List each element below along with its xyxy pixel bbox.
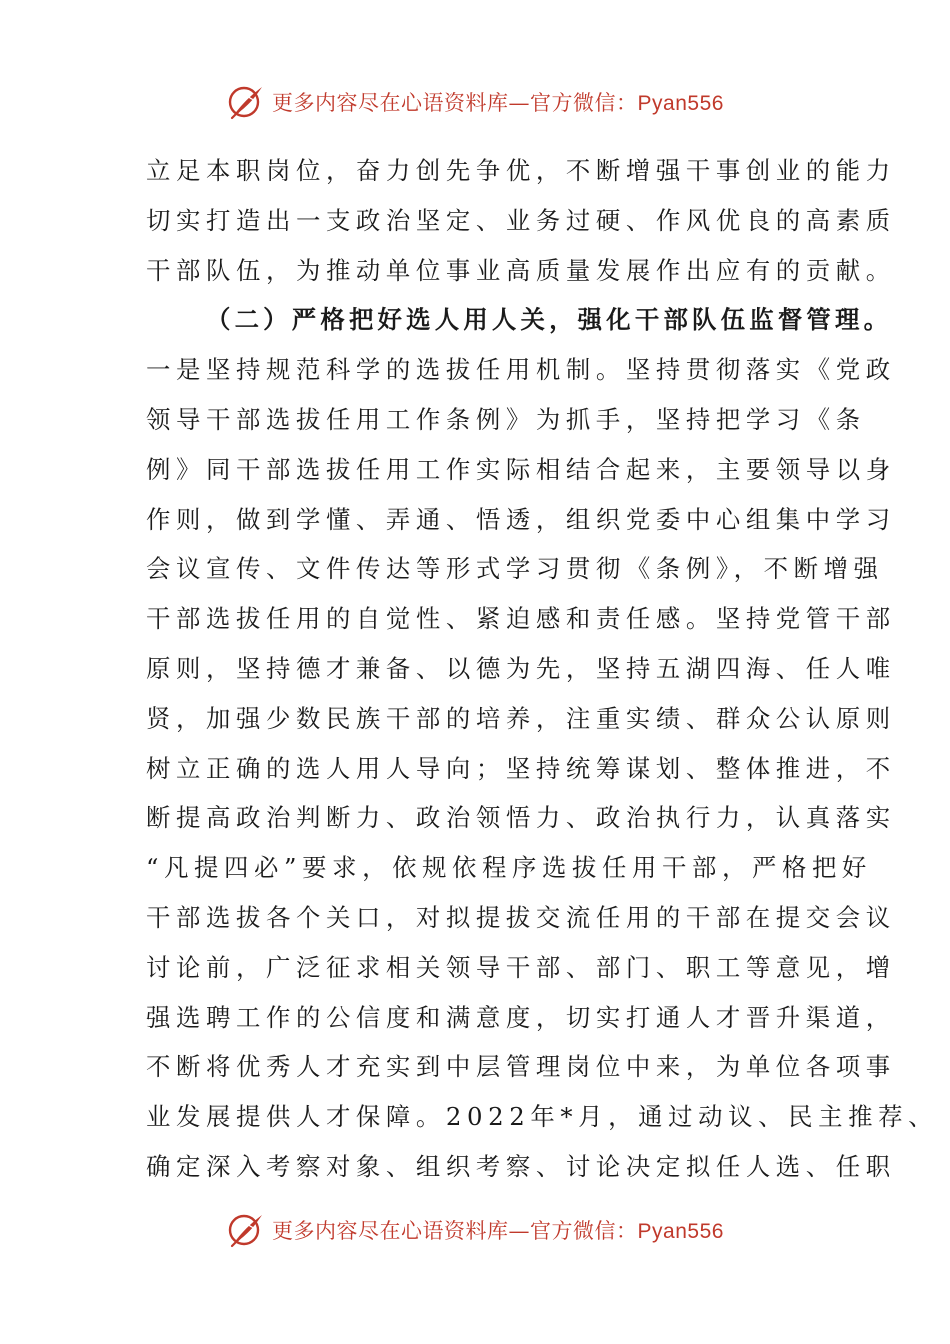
paragraph-line: 强选聘工作的公信度和满意度，切实打通人才晋升渠道，: [146, 1002, 896, 1032]
section-heading: （二）严格把好选人用人关，强化干部队伍监督管理。: [206, 305, 893, 335]
paragraph-line: 讨论前，广泛征求相关领导干部、部门、职工等意见，增: [146, 952, 896, 982]
footer-watermark-text: 更多内容尽在心语资料库—官方微信：Pyan556: [272, 1219, 724, 1243]
header-watermark-banner: [0, 80, 950, 124]
paragraph-line: 切实打造出一支政治坚定、业务过硬、作风优良的高素质: [146, 205, 896, 235]
paragraph-line: 不断将优秀人才充实到中层管理岗位中来，为单位各项事: [146, 1052, 896, 1082]
paragraph-line: 确定深入考察对象、组织考察、讨论决定拟任人选、任职: [146, 1151, 896, 1181]
paragraph-line: “凡提四必”要求，依规依程序选拔任用干部，严格把好: [146, 853, 872, 883]
document-body: [146, 146, 939, 1192]
paragraph-line: 业发展提供人才保障。2022年*月，通过动议、民主推荐、: [146, 1102, 939, 1132]
paragraph-line: 贤，加强少数民族干部的培养，注重实绩、群众公认原则: [146, 703, 896, 733]
paragraph-line: 原则，坚持德才兼备、以德为先，坚持五湖四海、任人唯: [146, 653, 896, 683]
header-watermark-handle: Pyan556: [637, 92, 724, 115]
paragraph-line: 树立正确的选人用人导向；坚持统筹谋划、整体推进，不: [146, 753, 896, 783]
paragraph-line: 例》同干部选拔任用工作实际相结合起来，主要领导以身: [146, 454, 896, 484]
quill-pen-logo-icon: [226, 82, 266, 122]
paragraph-line: 领导干部选拔任用工作条例》为抓手，坚持把学习《条: [146, 404, 866, 434]
paragraph-line: 干部队伍，为推动单位事业高质量发展作出应有的贡献。: [146, 255, 896, 285]
footer-watermark-handle: Pyan556: [637, 1220, 724, 1243]
paragraph-line: 干部选拔各个关口，对拟提拔交流任用的干部在提交会议: [146, 902, 896, 932]
paragraph-line: 一是坚持规范科学的选拔任用机制。坚持贯彻落实《党政: [146, 355, 896, 385]
footer-watermark-banner: [0, 1208, 950, 1252]
paragraph-line: 会议宣传、文件传达等形式学习贯彻《条例》，不断增强: [146, 554, 884, 584]
quill-pen-logo-icon: [226, 1210, 266, 1250]
paragraph-line: 断提高政治判断力、政治领悟力、政治执行力，认真落实: [146, 803, 896, 833]
paragraph-line: 作则，做到学懂、弄通、悟透，组织党委中心组集中学习: [146, 504, 896, 534]
header-watermark-text: 更多内容尽在心语资料库—官方微信：Pyan556: [272, 91, 724, 115]
paragraph-line: 干部选拔任用的自觉性、紧迫感和责任感。坚持党管干部: [146, 604, 896, 634]
paragraph-line: 立足本职岗位，奋力创先争优，不断增强干事创业的能力: [146, 156, 896, 185]
